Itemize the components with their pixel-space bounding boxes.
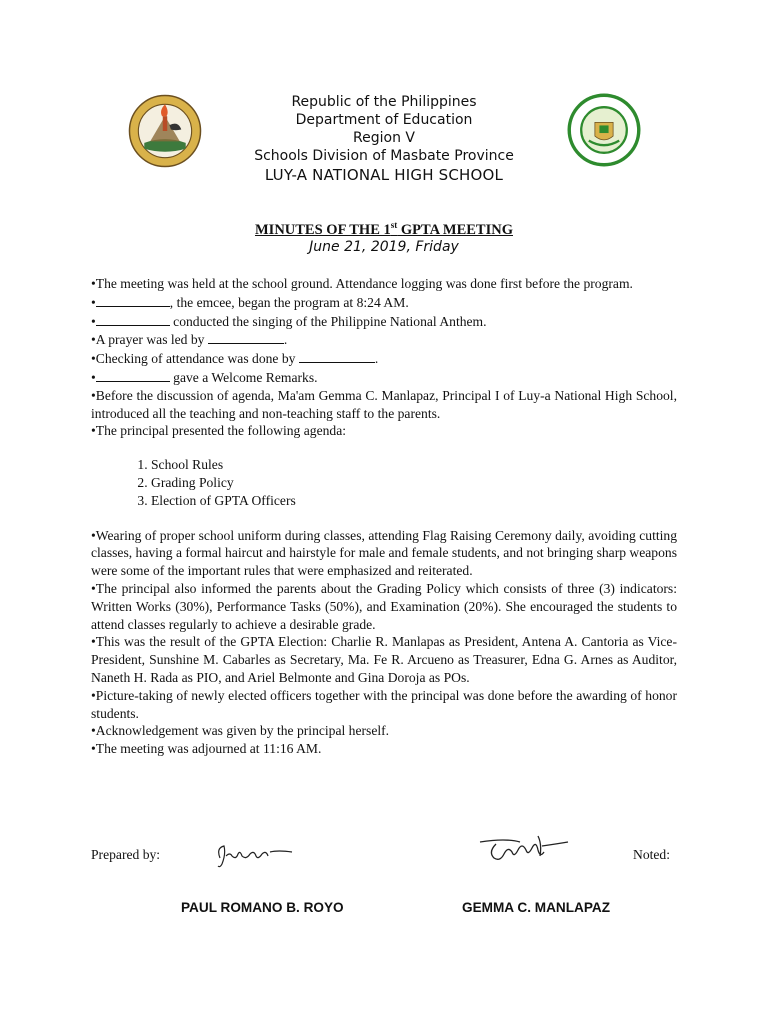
- paragraph-welcome-text: gave a Welcome Remarks.: [169, 369, 318, 385]
- letterhead: [184, 93, 584, 184]
- header-school-name: LUY-A NATIONAL HIGH SCHOOL: [264, 166, 504, 184]
- paragraph-anthem-text: conducted the singing of the Philippine National Anthem.: [169, 313, 487, 329]
- paragraph-venue: •The meeting was held at the school ground. Attendance logging was done first before the program.: [91, 276, 633, 291]
- paragraph-introduction: •Before the discussion of agenda, Ma'am Gemma C. Manlapaz, Principal I of Luy-a National High School, introduced all the teaching and non-teaching staff to the parents.: [91, 387, 677, 421]
- paragraph-prayer-text: •A prayer was led by: [91, 332, 208, 348]
- prepared-by-label: Prepared by:: [91, 847, 161, 862]
- header-department: Department of Education: [295, 112, 473, 128]
- signature-block: [0, 820, 768, 930]
- paragraph-attendance-text: •Checking of attendance was done by: [91, 351, 299, 367]
- paragraph-adjournment: •The meeting was adjourned at 11:16 AM.: [91, 741, 322, 757]
- title-prefix: MINUTES OF THE 1: [254, 221, 391, 238]
- noter-name: GEMMA C. MANLAPAZ: [462, 900, 611, 915]
- blank-line: [96, 312, 170, 326]
- header-republic: Republic of the Philippines: [291, 94, 477, 110]
- preparer-signature: [212, 840, 296, 870]
- blank-line: [96, 368, 170, 382]
- paragraph-acknowledgement: •Acknowledgement was given by the principal herself.: [91, 723, 390, 739]
- agenda-item: 3. Election of GPTA Officers: [151, 492, 677, 510]
- paragraph-prayer: •A prayer was led by .: [91, 332, 288, 348]
- paragraph-election-result: •This was the result of the GPTA Election: Charlie R. Manlapas as President, Antena A. Cantoria as Vice-President, Sunshine M. Cabarles as Secretary, Ma. Fe R. Arcueno as Treasurer, Edna G. Arnes as Auditor, Naneth H. Rada as PIO, and Ariel Belmonte and Gina Doroja as POs.: [91, 634, 677, 685]
- agenda-item: 1. School Rules: [151, 456, 677, 474]
- paragraph-picture-taking: •Picture-taking of newly elected officers together with the principal was done before the awarding of honor students.: [91, 687, 677, 721]
- noted-label: Noted:: [633, 847, 670, 862]
- blank-line: [96, 293, 170, 307]
- paragraph-agenda-intro: •The principal presented the following agenda:: [91, 423, 347, 439]
- paragraph-emcee: • , the emcee, began the program at 8:24 AM.: [91, 294, 409, 310]
- blank-line: [208, 330, 284, 344]
- header-division: Schools Division of Masbate Province: [254, 148, 514, 164]
- header-region: Region V: [353, 130, 415, 146]
- document-title: [184, 220, 584, 239]
- paragraph-emcee-text: , the emcee, began the program at 8:24 AM.: [169, 294, 409, 310]
- paragraph-anthem: • conducted the singing of the Philippine National Anthem.: [91, 313, 487, 329]
- title-superscript: st: [390, 220, 398, 230]
- noter-signature: [476, 832, 572, 866]
- meeting-date: June 21, 2019, Friday: [309, 239, 459, 255]
- minutes-body: [91, 275, 677, 758]
- paragraph-school-rules: •Wearing of proper school uniform during classes, attending Flag Raising Ceremony daily, avoiding cutting classes, having a formal haircut and hairstyle for male and female students, and not bringing sharp weapons were some of the important rules that were emphasized and reiterated.: [91, 527, 677, 579]
- preparer-name: PAUL ROMANO B. ROYO: [181, 900, 344, 915]
- agenda-item: 2. Grading Policy: [151, 474, 677, 492]
- handwritten-signature-icon: [212, 840, 296, 870]
- paragraph-welcome: • gave a Welcome Remarks.: [91, 369, 318, 385]
- title-suffix: GPTA MEETING: [397, 221, 513, 238]
- paragraph-attendance: •Checking of attendance was done by .: [91, 351, 379, 367]
- agenda-list: [91, 456, 677, 509]
- handwritten-signature-icon: [476, 832, 572, 866]
- blank-line: [299, 349, 375, 363]
- paragraph-grading-policy: •The principal also informed the parents about the Grading Policy which consists of three (3) indicators: Written Works (30%), Performance Tasks (50%), and Examination (20%). She encouraged the students to attend classes regularly to achieve a desirable grade.: [91, 580, 677, 632]
